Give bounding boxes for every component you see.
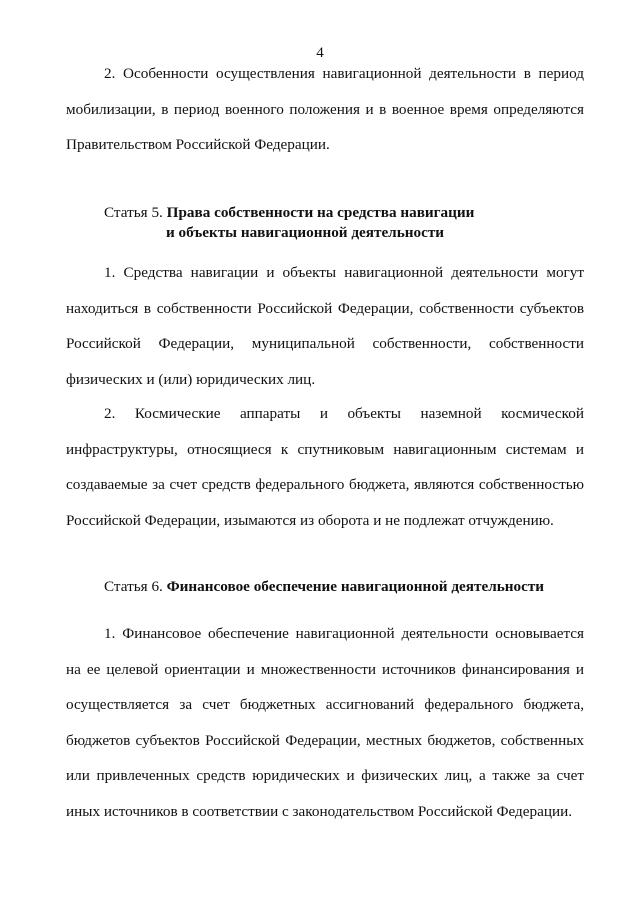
article-6-heading bbox=[66, 577, 584, 597]
article-6-title: Финансовое обеспечение навигационной деятельности bbox=[166, 578, 545, 595]
article-5-title-line2: и объекты навигационной деятельности bbox=[166, 224, 445, 241]
article-5-title-line1: Права собственности на средства навигации bbox=[166, 204, 475, 221]
article-5-clause-1: 1. Средства навигации и объекты навигационной деятельности могут находиться в собственности Российской Федерации, собственности субъектов Российской Федерации, муниципальной собственности, собственности физических и (или) юридических лиц. bbox=[66, 264, 584, 388]
article-5-heading bbox=[66, 203, 584, 243]
article-5-heading-row1 bbox=[66, 203, 584, 223]
article-6-label: Статья 6. bbox=[104, 578, 163, 595]
article-4-clause-2: 2. Особенности осуществления навигационной деятельности в период мобилизации, в период военного положения и в военное время определяются Правительством Российской Федерации. bbox=[66, 65, 584, 154]
article-5-label: Статья 5. bbox=[104, 204, 163, 221]
page-number: 4 bbox=[316, 45, 324, 61]
article-6-clause-1: 1. Финансовое обеспечение навигационной деятельности основывается на ее целевой ориентации и множественности источников финансирования и осуществляется за счет бюджетных ассигнований федерального бюджета, бюджетов субъектов Российской Федерации, местных бюджетов, собственных или привлеченных средств юридических и физических лиц, а также за счет иных источников в соответствии с законодательством Российской Федерации. bbox=[66, 625, 584, 820]
article-5-clause-2: 2. Космические аппараты и объекты наземной космической инфраструктуры, относящиеся к спутниковым навигационным системам и создаваемые за счет средств федерального бюджета, являются собственностью Российской Федерации, изымаются из оборота и не подлежат отчуждению. bbox=[66, 405, 584, 529]
